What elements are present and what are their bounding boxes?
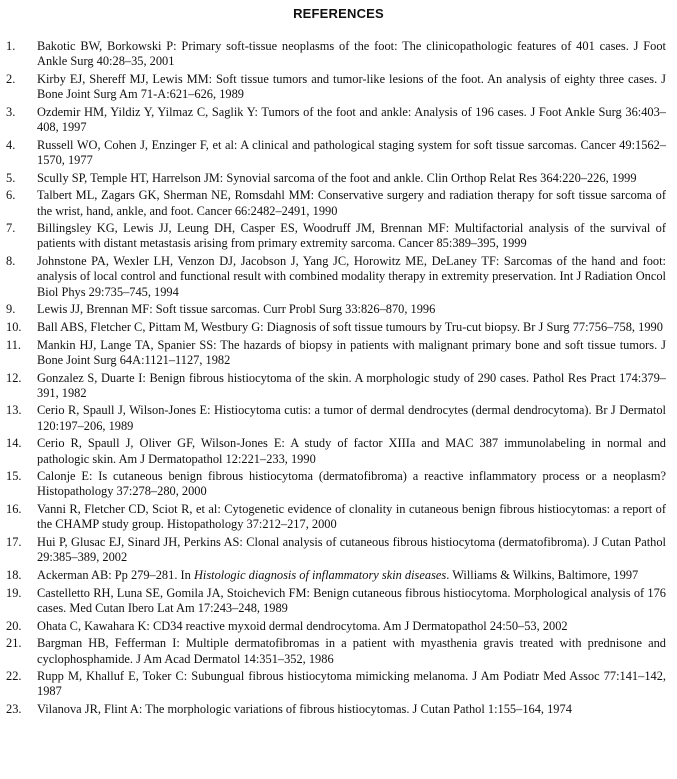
reference-item-22: [0, 669, 677, 699]
reference-item-13: [0, 403, 677, 433]
reference-number: 2.: [6, 71, 16, 86]
reference-item-10: [0, 320, 677, 335]
reference-number: 9.: [6, 302, 16, 317]
reference-number: 8.: [6, 254, 16, 269]
reference-item-8: [0, 254, 677, 300]
reference-item-17: [0, 535, 677, 565]
reference-item-20: [0, 619, 677, 634]
reference-text: Kirby EJ, Shereff MJ, Lewis MM: Soft tissue tumors and tumor-like lesions of the foot. An analysis of eighty three cases. J Bone Joint Surg Am 71-A:621–626, 1989: [37, 71, 666, 102]
reference-number: 15.: [6, 469, 22, 484]
reference-text: Castelletto RH, Luna SE, Gomila JA, Stoichevich FM: Benign cutaneous fibrous histiocytoma. Morphological analysis of 176 cases. Med Cutan Ibero Lat Am 17:243–248, 1989: [37, 585, 666, 615]
reference-text: Talbert ML, Zagars GK, Sherman NE, Romsdahl MM: Conservative surgery and radiation therapy for soft tissue sarcoma of the wrist, hand, ankle, and foot. Cancer 66:2482–2491, 1990: [37, 188, 666, 218]
reference-number: 13.: [6, 403, 22, 418]
reference-item-18: [0, 568, 677, 583]
reference-number: 10.: [6, 319, 22, 334]
reference-number: 20.: [6, 618, 22, 633]
reference-item-4: [0, 138, 677, 168]
reference-item-16: [0, 502, 677, 532]
reference-number: 16.: [6, 502, 22, 517]
reference-item-1: [0, 39, 677, 69]
reference-text: Billingsley KG, Lewis JJ, Leung DH, Casper ES, Woodruff JM, Brennan MF: Multifactorial analysis of the survival of patients with distant metastasis arising from primary extremity sarcoma. Cancer 85:389–395, 1999: [37, 221, 666, 251]
reference-text: Bakotic BW, Borkowski P: Primary soft-tissue neoplasms of the foot: The clinicopathologic features of 401 cases. J Foot Ankle Surg 40:28–35, 2001: [37, 39, 666, 69]
reference-text: Lewis JJ, Brennan MF: Soft tissue sarcomas. Curr Probl Surg 33:826–870, 1996: [37, 302, 436, 317]
reference-item-21: [0, 636, 677, 666]
reference-item-7: [0, 221, 677, 251]
reference-item-19: [0, 586, 677, 616]
reference-number: 21.: [6, 636, 22, 651]
reference-item-9: [0, 302, 677, 317]
reference-item-3: [0, 105, 677, 135]
reference-text-end: . Williams & Wilkins, Baltimore, 1997: [446, 568, 639, 582]
reference-text: Hui P, Glusac EJ, Sinard JH, Perkins AS: Clonal analysis of cutaneous fibrous histiocytoma (dermatofibroma). J Cutan Pathol 29:385–389, 2002: [37, 535, 666, 565]
reference-number: 4.: [6, 137, 16, 152]
reference-item-6: [0, 188, 677, 218]
reference-number: 18.: [6, 568, 22, 582]
reference-item-2: [0, 72, 677, 102]
reference-text: Scully SP, Temple HT, Harrelson JM: Synovial sarcoma of the foot and ankle. Clin Orthop Relat Res 364:220–226, 1999: [37, 170, 637, 185]
reference-text: Cerio R, Spaull J, Wilson-Jones E: Histiocytoma cutis: a tumor of dermal dendrocytes (dermal dendrocytoma). Br J Dermatol 120:197–206, 1989: [37, 403, 666, 433]
reference-text: Cerio R, Spaull J, Oliver GF, Wilson-Jones E: A study of factor XIIIa and MAC 387 immunolabeling in normal and pathologic skin. Am J Dermatopathol 12:221–233, 1990: [37, 436, 666, 466]
reference-text: Johnstone PA, Wexler LH, Venzon DJ, Jacobson J, Yang JC, Horowitz ME, DeLaney TF: Sarcomas of the hand and foot: analysis of local control and functional result with combined modality therapy in extremity preservation. Int J Radiation Oncol Biol Phys 29:735–745, 1994: [37, 254, 666, 299]
reference-item-11: [0, 338, 677, 368]
page-title: REFERENCES: [293, 6, 384, 21]
reference-text: Rupp M, Khalluf E, Toker C: Subungual fibrous histiocytoma mimicking melanoma. J Am Podiatr Med Assoc 77:141–142, 1987: [37, 669, 666, 699]
reference-number: 1.: [6, 39, 16, 53]
reference-number: 5.: [6, 170, 16, 185]
reference-text: Ohata C, Kawahara K: CD34 reactive myxoid dermal dendrocytoma. Am J Dermatopathol 24:50–53, 2002: [37, 618, 568, 633]
reference-text: Gonzalez S, Duarte I: Benign fibrous histiocytoma of the skin. A morphologic study of 290 cases. Pathol Res Pract 174:379–391, 1982: [37, 370, 666, 400]
reference-number: 17.: [6, 535, 22, 550]
reference-text: Vilanova JR, Flint A: The morphologic variations of fibrous histiocytomas. J Cutan Pathol 1:155–164, 1974: [37, 702, 572, 717]
reference-item-12: [0, 371, 677, 401]
reference-text: [37, 568, 666, 583]
reference-text: Mankin HJ, Lange TA, Spanier SS: The hazards of biopsy in patients with malignant primary bone and soft tissue tumors. J Bone Joint Surg 64A:1121–1127, 1982: [37, 337, 666, 367]
reference-number: 7.: [6, 221, 16, 236]
reference-item-15: [0, 469, 677, 499]
reference-text: Vanni R, Fletcher CD, Sciot R, et al: Cytogenetic evidence of clonality in cutaneous benign fibrous histiocytomas: a report of the CHAMP study group. Histopathology 37:212–217, 2000: [37, 502, 666, 532]
reference-item-23: [0, 702, 677, 717]
reference-text: Ball ABS, Fletcher C, Pittam M, Westbury G: Diagnosis of soft tissue tumours by Tru-cut biopsy. Br J Surg 77:756–758, 1990: [37, 319, 663, 334]
reference-item-5: [0, 171, 677, 186]
reference-number: 14.: [6, 436, 22, 451]
reference-number: 23.: [6, 702, 22, 717]
reference-number: 22.: [6, 669, 22, 684]
reference-text: Calonje E: Is cutaneous benign fibrous histiocytoma (dermatofibroma) a reactive inflammatory process or a neoplasm? Histopathology 37:278–280, 2000: [37, 469, 666, 499]
reference-number: 12.: [6, 370, 22, 385]
reference-list: [0, 39, 677, 720]
book-title: Histologic diagnosis of inflammatory skin diseases: [193, 568, 447, 582]
reference-number: 11.: [6, 337, 22, 352]
reference-text: Ozdemir HM, Yildiz Y, Yilmaz C, Saglik Y: Tumors of the foot and ankle: Analysis of 196 cases. J Foot Ankle Surg 36:403–408, 1997: [37, 104, 666, 135]
reference-number: 19.: [6, 585, 22, 600]
reference-number: 6.: [6, 188, 16, 203]
reference-item-14: [0, 436, 677, 466]
reference-number: 3.: [6, 104, 16, 119]
reference-text-start: Ackerman AB: Pp 279–281. In: [37, 568, 194, 582]
reference-text: Bargman HB, Fefferman I: Multiple dermatofibromas in a patient with myasthenia gravis treated with prednisone and cyclophosphamide. J Am Acad Dermatol 14:351–352, 1986: [37, 636, 666, 666]
reference-text: Russell WO, Cohen J, Enzinger F, et al: A clinical and pathological staging system for soft tissue sarcomas. Cancer 49:1562–1570, 1977: [37, 137, 666, 167]
